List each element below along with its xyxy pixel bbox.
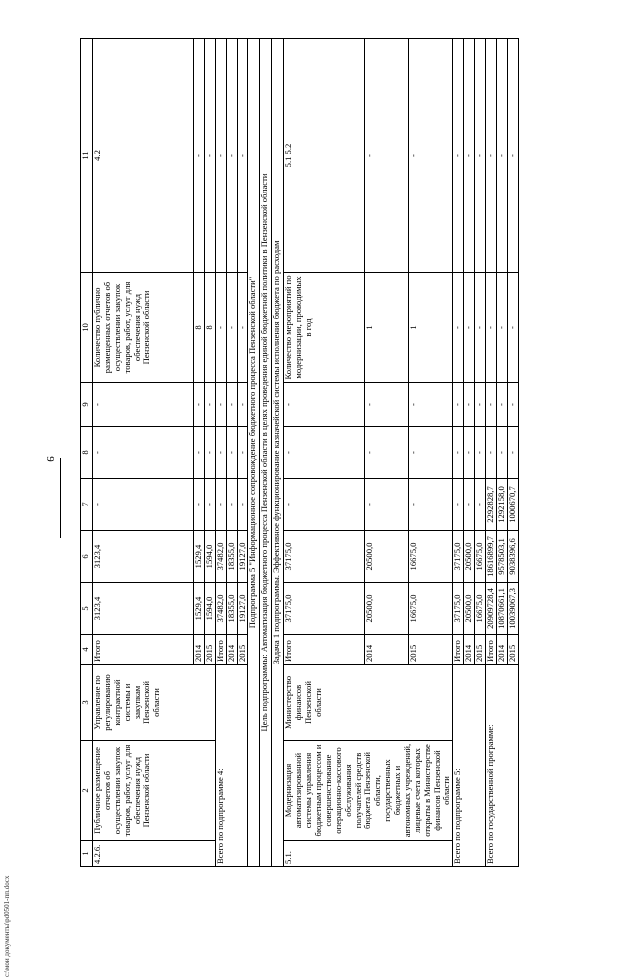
header-cell: 6 (81, 531, 93, 583)
value-cell: 8 (194, 273, 205, 383)
executor: Министерство финансов Пензенской области (284, 665, 453, 741)
value-cell: 1000670,7 (507, 479, 518, 531)
value-cell: 1529,4 (194, 583, 205, 635)
value-cell: 37175,0 (453, 583, 464, 635)
header-cell: 1 (81, 841, 93, 867)
value-cell: - (496, 383, 507, 427)
value-cell: - (237, 427, 248, 479)
value-cell: - (226, 427, 237, 479)
value-cell: - (204, 383, 215, 427)
value-cell: - (93, 383, 194, 427)
value-cell: 9578503,1 (496, 531, 507, 583)
value-cell: - (453, 273, 464, 383)
value-cell: 2292828,7 (485, 479, 496, 531)
rotated-page (80, 39, 600, 867)
value-cell: - (464, 427, 475, 479)
period-cell: 2015 (237, 635, 248, 665)
header-cell: 8 (81, 427, 93, 479)
value-cell: - (507, 427, 518, 479)
value-cell: 1 (365, 273, 409, 383)
value-cell: - (485, 39, 496, 273)
value-cell: - (204, 479, 215, 531)
value-cell: - (194, 479, 205, 531)
value-cell: 1594,0 (204, 531, 215, 583)
total-row (485, 39, 496, 867)
value-cell: 8 (204, 273, 215, 383)
link-cell: 5.1 5.2 (284, 39, 365, 273)
activity-name: Модернизация автоматизированной системы управления бюджетным процессом и совершенствование операционно-кассового обслуживания получателей средств бюджета Пензенской области, государственных бюджетных и автономных учреждений, лицевые счета которых открыты в Министерстве финансов Пензенской области (284, 741, 453, 841)
value-cell: 10039067,3 (507, 583, 518, 635)
table-row (284, 39, 365, 867)
subprogram-title (248, 39, 260, 867)
value-cell: - (475, 39, 486, 273)
value-cell: - (226, 383, 237, 427)
value-cell: - (496, 39, 507, 273)
header-cell: 10 (81, 273, 93, 383)
footer-path: c:\мои документы\pd0501-пп.docx (3, 875, 11, 977)
value-cell: - (204, 39, 215, 273)
value-cell: - (194, 427, 205, 479)
value-cell: - (237, 273, 248, 383)
header-cell: 5 (81, 583, 93, 635)
value-cell: 16675,0 (409, 583, 453, 635)
value-cell: 37482,0 (215, 583, 226, 635)
value-cell: - (475, 273, 486, 383)
header-cell: 4 (81, 635, 93, 665)
task-title-text: Задача 1 подпрограммы. Эффективное функционирование казначейской системы исполнения бюджета по расходам (272, 39, 284, 867)
value-cell: - (409, 479, 453, 531)
value-cell: - (464, 383, 475, 427)
value-cell: 37175,0 (453, 531, 464, 583)
value-cell: 16675,0 (409, 531, 453, 583)
value-cell: 16675,0 (475, 531, 486, 583)
goal-title-text: Цель подпрограммы: Автоматизация бюджетного процесса Пензенской области в целях проведения единой бюджетной политики в Пензенской области (260, 39, 272, 867)
value-cell: - (365, 383, 409, 427)
value-cell: 20500,0 (365, 583, 409, 635)
period-cell: 2014 (226, 635, 237, 665)
value-cell: 18355,0 (226, 531, 237, 583)
task-title (272, 39, 284, 867)
total-label: Всего по подпрограмме 4: (215, 665, 248, 867)
value-cell: - (194, 383, 205, 427)
value-cell: - (453, 479, 464, 531)
subprogram-title-text: Подпрограмма 5 "Информационное сопровождение бюджетного процесса Пензенской области" (248, 39, 260, 867)
value-cell: - (475, 427, 486, 479)
value-cell: 20500,0 (464, 531, 475, 583)
value-cell: - (453, 383, 464, 427)
indicator-cell: Количество публично размещенных отчетов об осуществлении закупок товаров, работ, услуг для обеспечения нужд Пензенской области (93, 273, 194, 383)
value-cell: 20500,0 (365, 531, 409, 583)
value-cell: 19127,0 (237, 583, 248, 635)
value-cell: - (237, 479, 248, 531)
value-cell: - (475, 383, 486, 427)
budget-table-container (80, 39, 600, 867)
value-cell: - (496, 427, 507, 479)
value-cell: - (226, 39, 237, 273)
value-cell: - (93, 479, 194, 531)
value-cell: - (284, 427, 365, 479)
value-cell: - (194, 39, 205, 273)
value-cell: 19127,0 (237, 531, 248, 583)
value-cell: - (365, 479, 409, 531)
period-cell: 2014 (194, 635, 205, 665)
value-cell: - (215, 479, 226, 531)
value-cell: 9038396,6 (507, 531, 518, 583)
value-cell: 37175,0 (284, 583, 365, 635)
value-cell: - (464, 39, 475, 273)
value-cell: - (237, 39, 248, 273)
value-cell: - (409, 383, 453, 427)
value-cell: - (496, 273, 507, 383)
value-cell: - (507, 39, 518, 273)
value-cell: - (507, 383, 518, 427)
activity-name: Публичное размещение отчетов об осуществлении закупок товаров, работ, услуг для обеспечения нужд Пензенской области (93, 741, 216, 841)
value-cell: 1 (409, 273, 453, 383)
period-cell: Итого (215, 635, 226, 665)
table-body (81, 39, 519, 867)
value-cell: - (365, 39, 409, 273)
value-cell: 10870661,1 (496, 583, 507, 635)
value-cell: - (409, 427, 453, 479)
header-row (81, 39, 93, 867)
value-cell: 18616899,7 (485, 531, 496, 583)
total-row (215, 39, 226, 867)
value-cell: - (485, 383, 496, 427)
value-cell: - (93, 427, 194, 479)
value-cell: - (215, 273, 226, 383)
value-cell: 1594,0 (204, 583, 215, 635)
indicator-cell: Количество мероприятий по модернизации, проводимых в год (284, 273, 365, 383)
value-cell: 37482,0 (215, 531, 226, 583)
row-number: 5.1. (284, 841, 453, 867)
period-cell: Итого (453, 635, 464, 665)
period-cell: 2015 (204, 635, 215, 665)
header-cell: 7 (81, 479, 93, 531)
value-cell: - (226, 273, 237, 383)
footer-rule (60, 458, 61, 538)
total-row (453, 39, 464, 867)
value-cell: - (464, 479, 475, 531)
value-cell: - (215, 39, 226, 273)
value-cell: 1529,4 (194, 531, 205, 583)
value-cell: 20909728,4 (485, 583, 496, 635)
value-cell: - (284, 383, 365, 427)
period-cell: Итого (93, 635, 194, 665)
header-cell: 11 (81, 39, 93, 273)
value-cell: 16675,0 (475, 583, 486, 635)
header-cell: 9 (81, 383, 93, 427)
total-label: Всего по государственной программе: (485, 665, 518, 867)
header-cell: 3 (81, 665, 93, 741)
period-cell: 2015 (475, 635, 486, 665)
value-cell: - (453, 427, 464, 479)
value-cell: 18355,0 (226, 583, 237, 635)
period-cell: Итого (284, 635, 365, 665)
value-cell: - (485, 273, 496, 383)
value-cell: - (284, 479, 365, 531)
value-cell: - (475, 479, 486, 531)
value-cell: 3123,4 (93, 583, 194, 635)
value-cell: - (237, 383, 248, 427)
period-cell: 2014 (496, 635, 507, 665)
value-cell: 20500,0 (464, 583, 475, 635)
header-cell: 2 (81, 741, 93, 841)
value-cell: - (485, 427, 496, 479)
value-cell: 37175,0 (284, 531, 365, 583)
value-cell: - (464, 273, 475, 383)
period-cell: 2015 (409, 635, 453, 665)
value-cell: - (409, 39, 453, 273)
value-cell: - (215, 383, 226, 427)
period-cell: 2014 (365, 635, 409, 665)
budget-table (80, 38, 519, 867)
value-cell: - (507, 273, 518, 383)
executor: Управление по регулированию контрактной системы и закупкам Пензенской области (93, 665, 216, 741)
page-number: 9 (44, 456, 56, 462)
value-cell: - (226, 479, 237, 531)
total-label: Всего по подпрограмме 5: (453, 665, 486, 867)
value-cell: 1292158,0 (496, 479, 507, 531)
value-cell: - (365, 427, 409, 479)
value-cell: 3123,4 (93, 531, 194, 583)
link-cell: 4.2 (93, 39, 194, 273)
goal-title (260, 39, 272, 867)
value-cell: - (453, 39, 464, 273)
period-cell: 2015 (507, 635, 518, 665)
period-cell: 2014 (464, 635, 475, 665)
value-cell: - (204, 427, 215, 479)
table-row (93, 39, 194, 867)
value-cell: - (215, 427, 226, 479)
row-number: 4.2.6. (93, 841, 216, 867)
period-cell: Итого (485, 635, 496, 665)
